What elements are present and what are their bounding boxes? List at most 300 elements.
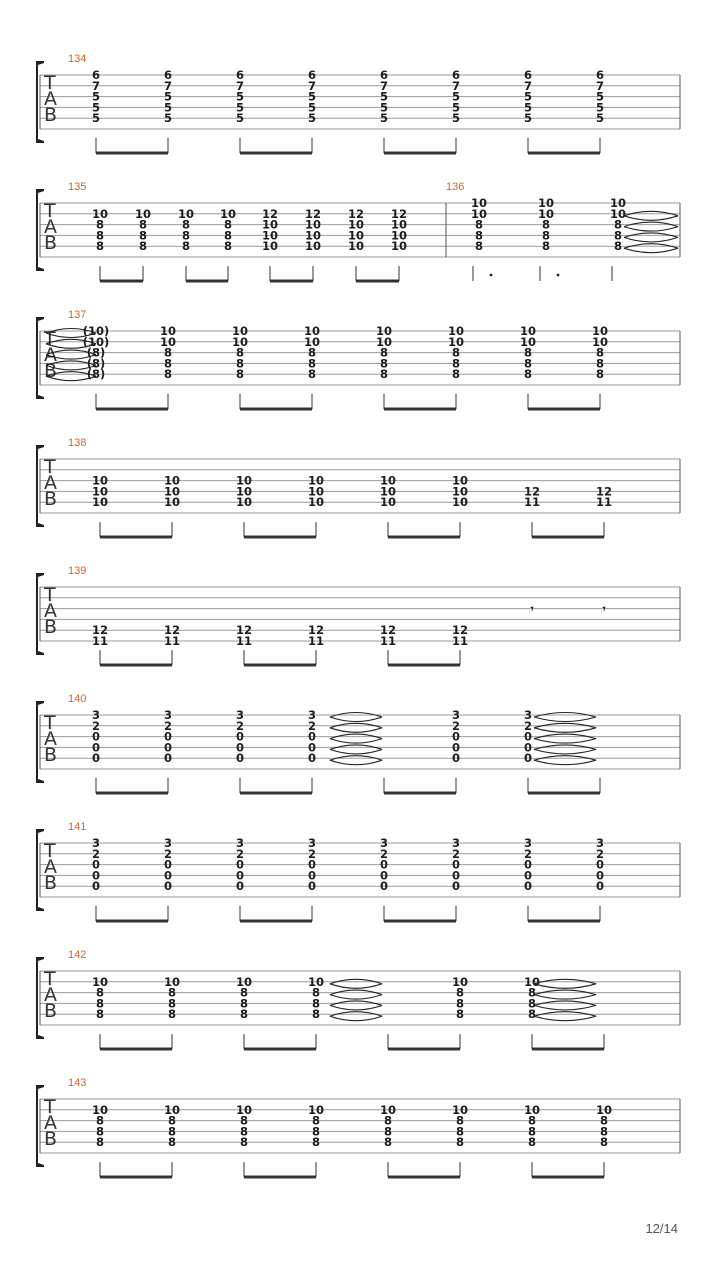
- fret-number: 10: [591, 324, 609, 338]
- fret-number: 5: [235, 89, 245, 104]
- fret-number: 8: [138, 228, 148, 243]
- fret-number: 10: [390, 217, 408, 232]
- fret-number: 0: [163, 740, 173, 755]
- fret-number: 2: [523, 846, 533, 861]
- fret-number: 0: [523, 729, 533, 744]
- fret-number: 8: [167, 1007, 177, 1022]
- fret-number: 5: [307, 89, 317, 104]
- fret-number: 10: [609, 206, 627, 221]
- tie-arc: [534, 717, 596, 722]
- fret-number: 8: [307, 356, 317, 371]
- fret-number: 0: [235, 751, 245, 766]
- fret-number: 10: [537, 196, 555, 210]
- fret-number: 11: [523, 495, 541, 510]
- fret-number: 3: [91, 836, 101, 850]
- tab-clef-letter-t: T: [44, 328, 56, 350]
- tab-system: [36, 437, 680, 537]
- tab-clef-letter-t: T: [44, 72, 56, 94]
- fret-number: 0: [235, 740, 245, 755]
- fret-number: (8): [86, 356, 106, 371]
- fret-number: 8: [451, 345, 461, 360]
- fret-number: 8: [167, 985, 177, 1000]
- fret-number: 12: [523, 484, 541, 499]
- fret-number: 10: [235, 484, 253, 499]
- fret-number: 3: [235, 708, 245, 722]
- fret-number: 10: [609, 196, 627, 210]
- fret-number: 8: [379, 367, 389, 382]
- fret-number: 3: [595, 836, 605, 850]
- fret-number: 0: [595, 868, 605, 883]
- fret-number: 11: [451, 634, 469, 648]
- fret-number: 10: [379, 495, 397, 510]
- fret-number: 0: [163, 857, 173, 872]
- fret-number: 8: [541, 217, 551, 232]
- fret-number: 5: [595, 100, 605, 115]
- tab-clef-letter-b: B: [44, 104, 58, 126]
- tab-clef-letter-t: T: [44, 712, 56, 734]
- fret-number: 10: [235, 1102, 253, 1117]
- fret-number: 8: [95, 1007, 105, 1022]
- fret-number: 5: [523, 111, 533, 126]
- fret-number: 8: [613, 239, 623, 254]
- fret-number: 8: [138, 239, 148, 254]
- fret-number: 8: [527, 985, 537, 1000]
- fret-number: 8: [95, 1124, 105, 1139]
- fret-number: 10: [235, 974, 253, 989]
- tie-arc: [624, 227, 678, 232]
- tab-system: [36, 821, 680, 921]
- fret-number: 10: [451, 974, 469, 989]
- fret-number: 0: [235, 879, 245, 894]
- fret-number: 12: [235, 623, 253, 638]
- fret-number: 8: [311, 1135, 321, 1150]
- fret-number: 8: [383, 1124, 393, 1139]
- fret-number: 10: [304, 217, 322, 232]
- fret-number: 2: [451, 718, 461, 733]
- tab-clef-letter-b: B: [44, 616, 58, 638]
- fret-number: 8: [235, 367, 245, 382]
- fret-number: 8: [307, 367, 317, 382]
- fret-number: 8: [455, 996, 465, 1011]
- tab-system: [36, 565, 680, 665]
- fret-number: 10: [307, 484, 325, 499]
- fret-number: 5: [163, 100, 173, 115]
- fret-number: 7: [451, 78, 461, 93]
- fret-number: 8: [223, 239, 233, 254]
- fret-number: 8: [163, 367, 173, 382]
- fret-number: 0: [451, 729, 461, 744]
- fret-number: 0: [523, 857, 533, 872]
- fret-number: 11: [307, 634, 325, 648]
- fret-number: 8: [235, 345, 245, 360]
- measure-number: 141: [68, 821, 87, 833]
- fret-number: 5: [451, 100, 461, 115]
- fret-number: 0: [235, 868, 245, 883]
- fret-number: 0: [523, 740, 533, 755]
- eighth-rest: 𝄾: [602, 601, 606, 616]
- fret-number: 8: [167, 1135, 177, 1150]
- fret-number: 0: [379, 857, 389, 872]
- fret-number: 0: [451, 868, 461, 883]
- fret-number: 0: [307, 751, 317, 766]
- fret-number: 7: [595, 78, 605, 93]
- measure-number: 139: [68, 565, 87, 577]
- fret-number: 10: [347, 217, 365, 232]
- fret-number: 5: [91, 100, 101, 115]
- fret-number: 5: [235, 111, 245, 126]
- tie-arc: [330, 728, 382, 733]
- fret-number: 2: [307, 718, 317, 733]
- fret-number: 0: [91, 751, 101, 766]
- fret-number: 0: [307, 740, 317, 755]
- fret-number: 8: [383, 1113, 393, 1128]
- tab-system: [36, 309, 680, 409]
- fret-number: 11: [379, 634, 397, 648]
- fret-number: 3: [307, 708, 317, 722]
- fret-number: 6: [595, 68, 605, 82]
- fret-number: 11: [163, 634, 181, 648]
- tab-clef-letter-b: B: [44, 1000, 58, 1022]
- fret-number: 10: [470, 196, 488, 210]
- fret-number: 0: [91, 879, 101, 894]
- fret-number: 8: [599, 1135, 609, 1150]
- measure-number: 137: [68, 309, 87, 321]
- tab-system: [36, 693, 680, 793]
- tab-clef-letter-b: B: [44, 232, 58, 254]
- tab-clef-letter-b: B: [44, 1128, 58, 1150]
- tab-clef-letter-t: T: [44, 456, 56, 478]
- fret-number: 8: [181, 239, 191, 254]
- dot: [557, 274, 560, 277]
- fret-number: 10: [375, 324, 393, 338]
- tab-clef-letter-a: A: [44, 600, 57, 622]
- fret-number: 6: [451, 68, 461, 82]
- fret-number: 10: [91, 1102, 109, 1117]
- fret-number: 10: [163, 495, 181, 510]
- fret-number: 5: [379, 89, 389, 104]
- fret-number: 10: [451, 1102, 469, 1117]
- fret-number: 12: [163, 623, 181, 638]
- fret-number: 2: [235, 846, 245, 861]
- fret-number: 8: [451, 367, 461, 382]
- fret-number: 8: [239, 1124, 249, 1139]
- fret-number: 10: [231, 334, 249, 349]
- fret-number: 8: [474, 217, 484, 232]
- tab-clef-letter-a: A: [44, 1112, 57, 1134]
- fret-number: 10: [235, 473, 253, 488]
- fret-number: 10: [523, 974, 541, 989]
- fret-number: 8: [163, 345, 173, 360]
- fret-number: 0: [235, 857, 245, 872]
- fret-number: 2: [523, 718, 533, 733]
- fret-number: 8: [523, 345, 533, 360]
- tie-arc: [534, 1005, 596, 1010]
- fret-number: 8: [451, 356, 461, 371]
- fret-number: 3: [163, 836, 173, 850]
- fret-number: 8: [95, 1113, 105, 1128]
- tab-clef-letter-a: A: [44, 344, 57, 366]
- fret-number: (8): [86, 345, 106, 360]
- fret-number: 6: [163, 68, 173, 82]
- tab-clef-letter-b: B: [44, 872, 58, 894]
- fret-number: 8: [383, 1135, 393, 1150]
- fret-number: 10: [375, 334, 393, 349]
- fret-number: 8: [95, 217, 105, 232]
- fret-number: 3: [235, 836, 245, 850]
- fret-number: 10: [304, 228, 322, 243]
- fret-number: 0: [163, 868, 173, 883]
- tab-system: [36, 53, 680, 153]
- measure-number: 138: [68, 437, 87, 449]
- tie-arc: [330, 749, 382, 754]
- fret-number: 7: [163, 78, 173, 93]
- fret-number: 10: [303, 324, 321, 338]
- tie-arc: [534, 1016, 596, 1020]
- fret-number: 0: [451, 879, 461, 894]
- fret-number: 0: [163, 751, 173, 766]
- fret-number: 8: [455, 985, 465, 1000]
- fret-number: 8: [239, 996, 249, 1011]
- fret-number: 12: [595, 484, 613, 499]
- tab-clef-letter-a: A: [44, 984, 57, 1006]
- fret-number: 8: [541, 239, 551, 254]
- fret-number: 8: [95, 985, 105, 1000]
- fret-number: 10: [91, 974, 109, 989]
- fret-number: 6: [379, 68, 389, 82]
- fret-number: 8: [311, 1113, 321, 1128]
- fret-number: 5: [307, 100, 317, 115]
- fret-number: 10: [91, 484, 109, 499]
- fret-number: 0: [523, 751, 533, 766]
- fret-number: 0: [91, 868, 101, 883]
- fret-number: 8: [455, 1113, 465, 1128]
- measure-number: 135: [68, 181, 87, 193]
- fret-number: 10: [163, 484, 181, 499]
- fret-number: 10: [159, 324, 177, 338]
- fret-number: 8: [181, 217, 191, 232]
- tab-clef-letter-a: A: [44, 856, 57, 878]
- tab-clef-letter-b: B: [44, 744, 58, 766]
- fret-number: 0: [163, 879, 173, 894]
- fret-number: 10: [261, 217, 279, 232]
- fret-number: 8: [311, 1124, 321, 1139]
- tab-clef-letter-a: A: [44, 216, 57, 238]
- fret-number: 3: [451, 836, 461, 850]
- fret-number: 10: [159, 334, 177, 349]
- fret-number: 7: [91, 78, 101, 93]
- fret-number: 8: [311, 985, 321, 1000]
- tie-arc: [624, 216, 678, 221]
- fret-number: 8: [167, 1113, 177, 1128]
- fret-number: 5: [523, 100, 533, 115]
- fret-number: 6: [523, 68, 533, 82]
- fret-number: 5: [595, 89, 605, 104]
- fret-number: 10: [261, 228, 279, 243]
- fret-number: 8: [163, 356, 173, 371]
- fret-number: 3: [91, 708, 101, 722]
- measure-number: 142: [68, 949, 87, 961]
- fret-number: 10: [91, 206, 109, 221]
- tie-arc: [330, 984, 382, 989]
- fret-number: 10: [379, 473, 397, 488]
- fret-number: 8: [599, 1113, 609, 1128]
- fret-number: 2: [91, 846, 101, 861]
- fret-number: 8: [523, 367, 533, 382]
- fret-number: 0: [235, 729, 245, 744]
- fret-number: 10: [451, 495, 469, 510]
- fret-number: 2: [163, 846, 173, 861]
- fret-number: 10: [134, 206, 152, 221]
- fret-number: 6: [235, 68, 245, 82]
- fret-number: 8: [613, 217, 623, 232]
- tie-arc: [330, 760, 382, 765]
- fret-number: 5: [523, 89, 533, 104]
- tie-arc: [534, 995, 596, 1000]
- fret-number: 2: [451, 846, 461, 861]
- tie-arc: [624, 248, 678, 253]
- fret-number: 5: [163, 89, 173, 104]
- fret-number: 5: [235, 100, 245, 115]
- fret-number: 8: [527, 1135, 537, 1150]
- fret-number: 8: [95, 1135, 105, 1150]
- fret-number: 10: [523, 1102, 541, 1117]
- fret-number: 8: [527, 1113, 537, 1128]
- fret-number: 10: [91, 495, 109, 510]
- fret-number: 0: [523, 868, 533, 883]
- fret-number: 5: [379, 100, 389, 115]
- tie-arc: [534, 749, 596, 754]
- measure-number: 136: [446, 181, 465, 193]
- fret-number: 8: [239, 985, 249, 1000]
- page-number: 12/14: [645, 1221, 678, 1236]
- fret-number: 0: [91, 729, 101, 744]
- fret-number: 5: [451, 111, 461, 126]
- fret-number: 0: [307, 857, 317, 872]
- fret-number: 10: [591, 334, 609, 349]
- fret-number: 0: [451, 740, 461, 755]
- fret-number: 3: [523, 708, 533, 722]
- tie-arc: [534, 760, 596, 765]
- fret-number: 8: [527, 1007, 537, 1022]
- fret-number: 8: [223, 217, 233, 232]
- fret-number: 8: [95, 228, 105, 243]
- fret-number: 10: [347, 228, 365, 243]
- fret-number: 12: [304, 206, 322, 221]
- fret-number: 7: [523, 78, 533, 93]
- tab-clef-letter-t: T: [44, 1096, 56, 1118]
- fret-number: 2: [91, 718, 101, 733]
- dot: [490, 274, 493, 277]
- fret-number: 10: [163, 473, 181, 488]
- fret-number: 8: [527, 996, 537, 1011]
- tie-arc: [330, 717, 382, 722]
- fret-number: 5: [91, 89, 101, 104]
- fret-number: 0: [379, 868, 389, 883]
- fret-number: 5: [163, 111, 173, 126]
- fret-number: 12: [390, 206, 408, 221]
- fret-number: 12: [91, 623, 109, 638]
- fret-number: 10: [219, 206, 237, 221]
- fret-number: 0: [163, 729, 173, 744]
- fret-number: 0: [595, 879, 605, 894]
- measure-number: 140: [68, 693, 87, 705]
- tie-arc: [534, 728, 596, 733]
- tab-clef-letter-t: T: [44, 584, 56, 606]
- fret-number: 10: [519, 334, 537, 349]
- fret-number: 8: [527, 1124, 537, 1139]
- fret-number: 10: [470, 206, 488, 221]
- fret-number: 10: [261, 239, 279, 254]
- fret-number: 10: [231, 324, 249, 338]
- fret-number: 0: [451, 857, 461, 872]
- fret-number: 8: [455, 1007, 465, 1022]
- fret-number: 8: [455, 1135, 465, 1150]
- fret-number: 0: [451, 751, 461, 766]
- fret-number: 5: [379, 111, 389, 126]
- tab-clef-letter-t: T: [44, 840, 56, 862]
- fret-number: 10: [595, 1102, 613, 1117]
- fret-number: 10: [307, 974, 325, 989]
- fret-number: 8: [595, 345, 605, 360]
- fret-number: 0: [595, 857, 605, 872]
- tab-clef-letter-a: A: [44, 88, 57, 110]
- fret-number: 11: [235, 634, 253, 648]
- fret-number: 5: [307, 111, 317, 126]
- fret-number: 0: [91, 740, 101, 755]
- tab-clef-letter-b: B: [44, 360, 58, 382]
- fret-number: 11: [595, 495, 613, 510]
- fret-number: 3: [163, 708, 173, 722]
- tab-clef-letter-a: A: [44, 728, 57, 750]
- fret-number: (10): [82, 334, 110, 349]
- eighth-rest: 𝄾: [530, 601, 534, 616]
- fret-number: 0: [379, 879, 389, 894]
- fret-number: 10: [163, 1102, 181, 1117]
- fret-number: 12: [379, 623, 397, 638]
- fret-number: 10: [347, 239, 365, 254]
- fret-number: 10: [303, 334, 321, 349]
- fret-number: 8: [311, 1007, 321, 1022]
- fret-number: 10: [307, 1102, 325, 1117]
- tie-arc: [534, 739, 596, 744]
- fret-number: 10: [451, 473, 469, 488]
- fret-number: 8: [307, 345, 317, 360]
- fret-number: 11: [91, 634, 109, 648]
- fret-number: 10: [177, 206, 195, 221]
- fret-number: 8: [523, 356, 533, 371]
- fret-number: 8: [595, 367, 605, 382]
- fret-number: 10: [519, 324, 537, 338]
- fret-number: 8: [379, 345, 389, 360]
- fret-number: 2: [307, 846, 317, 861]
- fret-number: 6: [307, 68, 317, 82]
- tie-arc: [330, 1005, 382, 1010]
- tab-system: [36, 1077, 680, 1177]
- tie-arc: [330, 739, 382, 744]
- fret-number: (8): [86, 367, 106, 382]
- fret-number: 10: [235, 495, 253, 510]
- fret-number: 8: [223, 228, 233, 243]
- fret-number: 10: [390, 239, 408, 254]
- fret-number: 8: [167, 1124, 177, 1139]
- fret-number: 10: [379, 1102, 397, 1117]
- fret-number: 10: [91, 473, 109, 488]
- tie-arc: [330, 1016, 382, 1020]
- fret-number: 5: [91, 111, 101, 126]
- fret-number: 3: [307, 836, 317, 850]
- fret-number: 8: [379, 356, 389, 371]
- fret-number: 10: [304, 239, 322, 254]
